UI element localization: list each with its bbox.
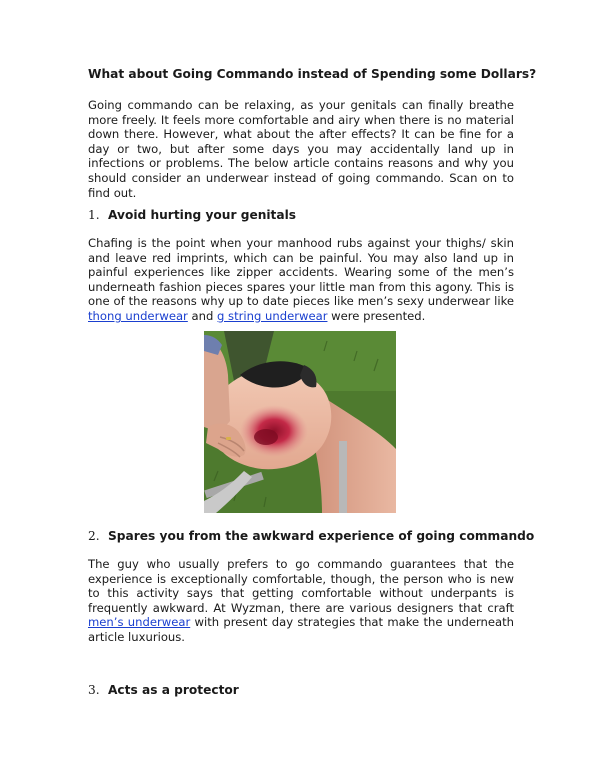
- wedding-ring: [226, 437, 231, 440]
- section-2-heading: [88, 528, 535, 544]
- photo-illustration: [204, 331, 396, 513]
- intro-paragraph: Going commando can be relaxing, as your genitals can finally breathe more freely. It feels more comfortable and airy when there is no material down there. However, what about the after effects? It can be fine for a day or two, but after some days you may accidentally land up in infections or problems. The below article contains reasons and why you should consider an underwear instead of going commando. Scan on to find out.: [88, 98, 514, 200]
- section-3-heading: [88, 682, 528, 698]
- section-1-text-before: Chafing is the point when your manhood rubs against your thighs/ skin and leave red imprints, which can be painful. You may also land up in painful experiences like zipper accidents. Wearing some of the men’s underneath fashion pieces spares your little man from this agony. This is one of the reasons why up to date pieces like men’s sexy underwear like: [88, 236, 514, 309]
- section-1-paragraph: [88, 236, 514, 324]
- section-1-heading: [88, 207, 528, 223]
- page-title: What about Going Commando instead of Spending some Dollars?: [88, 67, 537, 81]
- red-chafing-rash: [240, 405, 308, 457]
- section-1-number: 1.: [88, 208, 100, 222]
- section-3-title: Acts as a protector: [108, 683, 239, 697]
- thigh-chafing-photo: [204, 331, 396, 513]
- mens-underwear-link[interactable]: men’s underwear: [88, 615, 191, 630]
- section-2-paragraph: [88, 557, 514, 645]
- rash-core: [254, 429, 278, 445]
- section-2-number: 2.: [88, 529, 100, 543]
- section-1-text-after: were presented.: [327, 308, 426, 323]
- section-3-number: 3.: [88, 683, 100, 697]
- section-2-title: Spares you from the awkward experience of going commando: [108, 529, 535, 543]
- chair-leg: [339, 441, 347, 513]
- g-string-underwear-link[interactable]: g string underwear: [217, 308, 328, 323]
- section-1-text-middle: and: [187, 308, 218, 323]
- thong-underwear-link[interactable]: thong underwear: [88, 308, 188, 323]
- section-2-text-before: The guy who usually prefers to go commando guarantees that the experience is exceptionally comfortable, though, the person who is new to this activity says that getting comfortable without underpants is frequently awkward. At Wyzman, there are various designers that craft: [88, 557, 514, 615]
- section-2-text-after: with present day strategies that make the underneath article luxurious.: [88, 615, 514, 644]
- section-1-title: Avoid hurting your genitals: [108, 208, 297, 222]
